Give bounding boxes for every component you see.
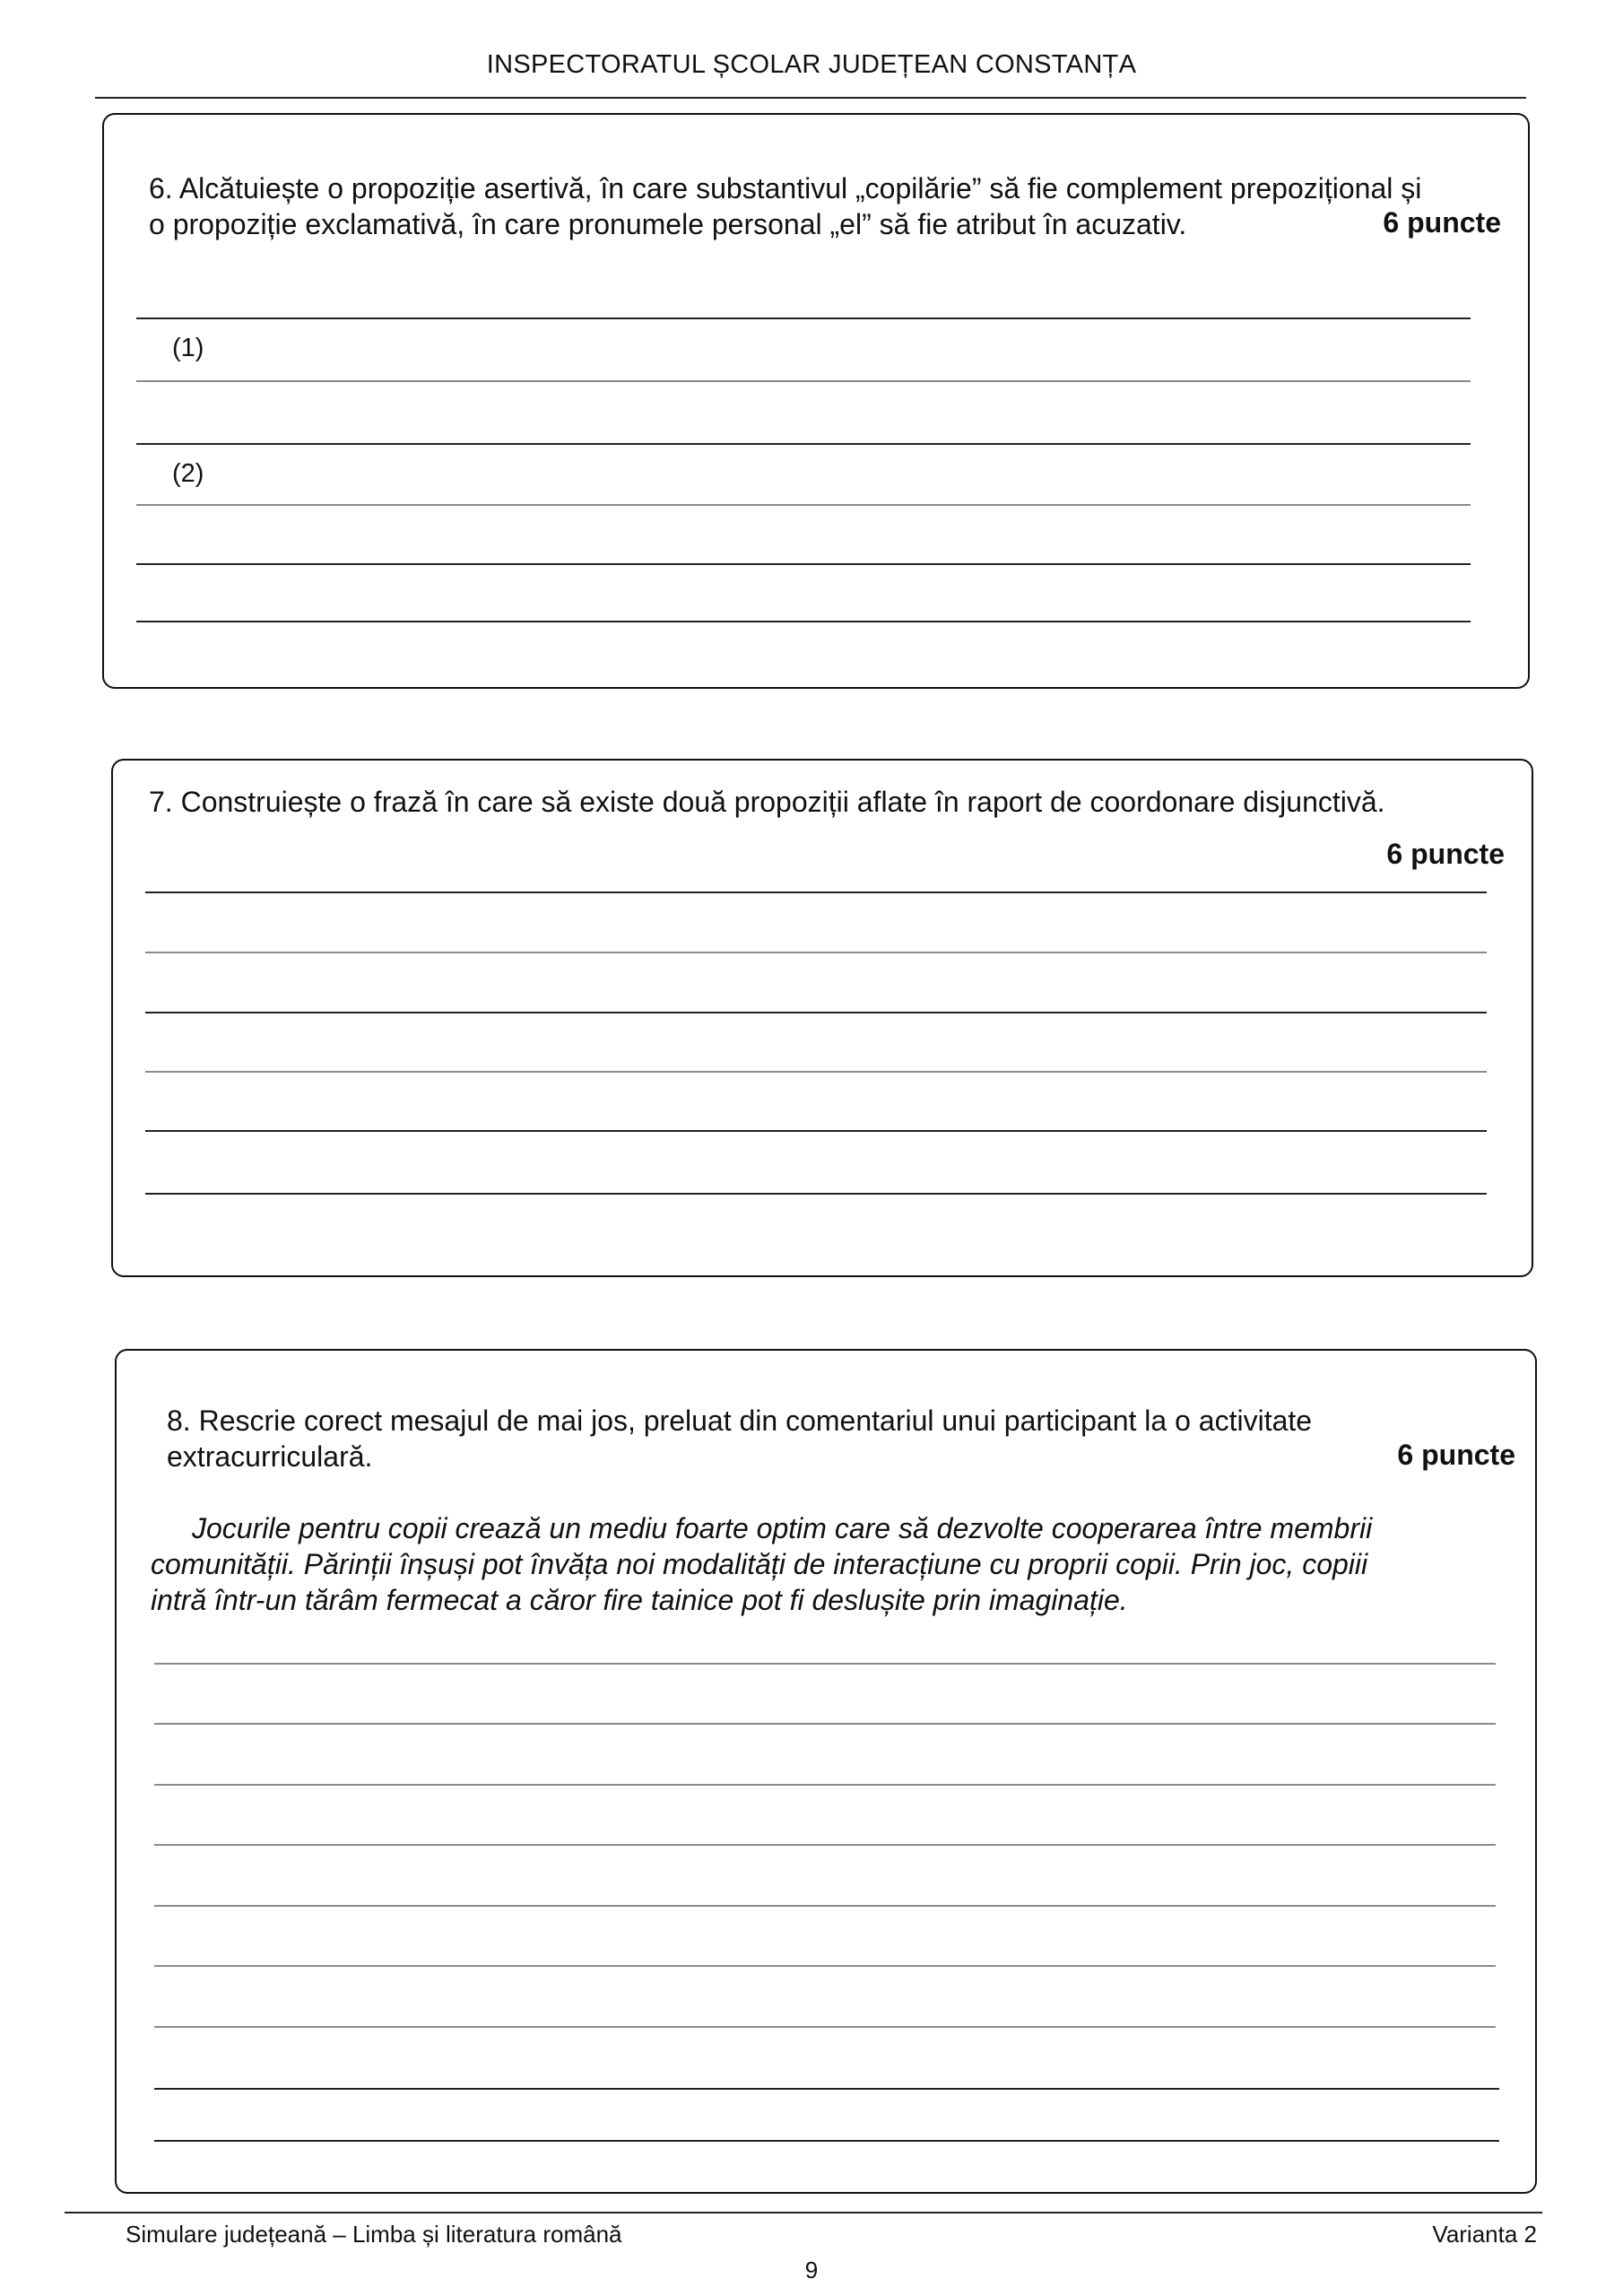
answer-line[interactable] <box>154 2026 1496 2028</box>
question-7-points: 6 puncte <box>1386 838 1505 870</box>
question-7-text-line-1: 7. Construiește o frază în care să existe două propoziții aflate în raport de coordonare disjunctivă. <box>149 786 1385 818</box>
answer-line[interactable] <box>154 1723 1496 1725</box>
answer-label-1: (1) <box>172 334 204 362</box>
answer-line[interactable] <box>154 1965 1496 1967</box>
answer-line[interactable] <box>145 1012 1487 1013</box>
page-number: 9 <box>804 2257 819 2283</box>
question-7-box <box>111 759 1533 1277</box>
footer-exam-title: Simulare județeană – Limba și literatura română <box>126 2221 622 2248</box>
question-8-points: 6 puncte <box>1397 1439 1515 1471</box>
answer-line[interactable] <box>136 443 1471 445</box>
answer-line[interactable] <box>154 2140 1499 2142</box>
answer-line[interactable] <box>136 563 1471 565</box>
answer-line[interactable] <box>154 1663 1496 1665</box>
footer-divider <box>65 2212 1542 2213</box>
answer-line[interactable] <box>136 317 1471 319</box>
question-6-text-line-2: o propoziție exclamativă, în care pronumele personal „el” să fie atribut în acuzativ. <box>149 208 1187 240</box>
answer-label-2: (2) <box>172 459 204 488</box>
header-divider <box>95 97 1526 99</box>
footer-variant: Varianta 2 <box>1432 2221 1537 2248</box>
answer-line[interactable] <box>136 380 1471 382</box>
question-8-box <box>115 1349 1537 2194</box>
answer-line[interactable] <box>145 891 1487 893</box>
excerpt-line-3: intră într-un tărâm fermecat a căror fire tainice pot fi deslușite prin imaginație. <box>151 1584 1128 1616</box>
answer-line[interactable] <box>145 952 1487 953</box>
question-8-text-line-2: extracurriculară. <box>167 1440 373 1473</box>
answer-line[interactable] <box>154 1784 1496 1786</box>
answer-line[interactable] <box>145 1130 1487 1132</box>
excerpt-line-2: comunității. Părinții înșuși pot învăța noi modalități de interacțiune cu proprii copii. Prin joc, copiii <box>151 1548 1368 1580</box>
answer-line[interactable] <box>154 2088 1499 2090</box>
question-6-text-line-1: 6. Alcătuiește o propoziție asertivă, în care substantivul „copilărie” să fie complement prepozițional și <box>149 172 1422 204</box>
question-6-points: 6 puncte <box>1383 206 1501 239</box>
page-header-title: INSPECTORATUL ȘCOLAR JUDEȚEAN CONSTANȚA <box>486 50 1137 79</box>
question-8-text-line-1: 8. Rescrie corect mesajul de mai jos, preluat din comentariul unui participant la o activitate <box>167 1405 1313 1437</box>
answer-line[interactable] <box>136 621 1471 622</box>
answer-line[interactable] <box>145 1193 1487 1195</box>
answer-line[interactable] <box>145 1071 1487 1073</box>
answer-line[interactable] <box>154 1905 1496 1907</box>
excerpt-line-1: Jocurile pentru copii crează un mediu foarte optim care să dezvolte cooperarea între membrii <box>192 1512 1373 1544</box>
answer-line[interactable] <box>136 504 1471 506</box>
answer-line[interactable] <box>154 1844 1496 1846</box>
